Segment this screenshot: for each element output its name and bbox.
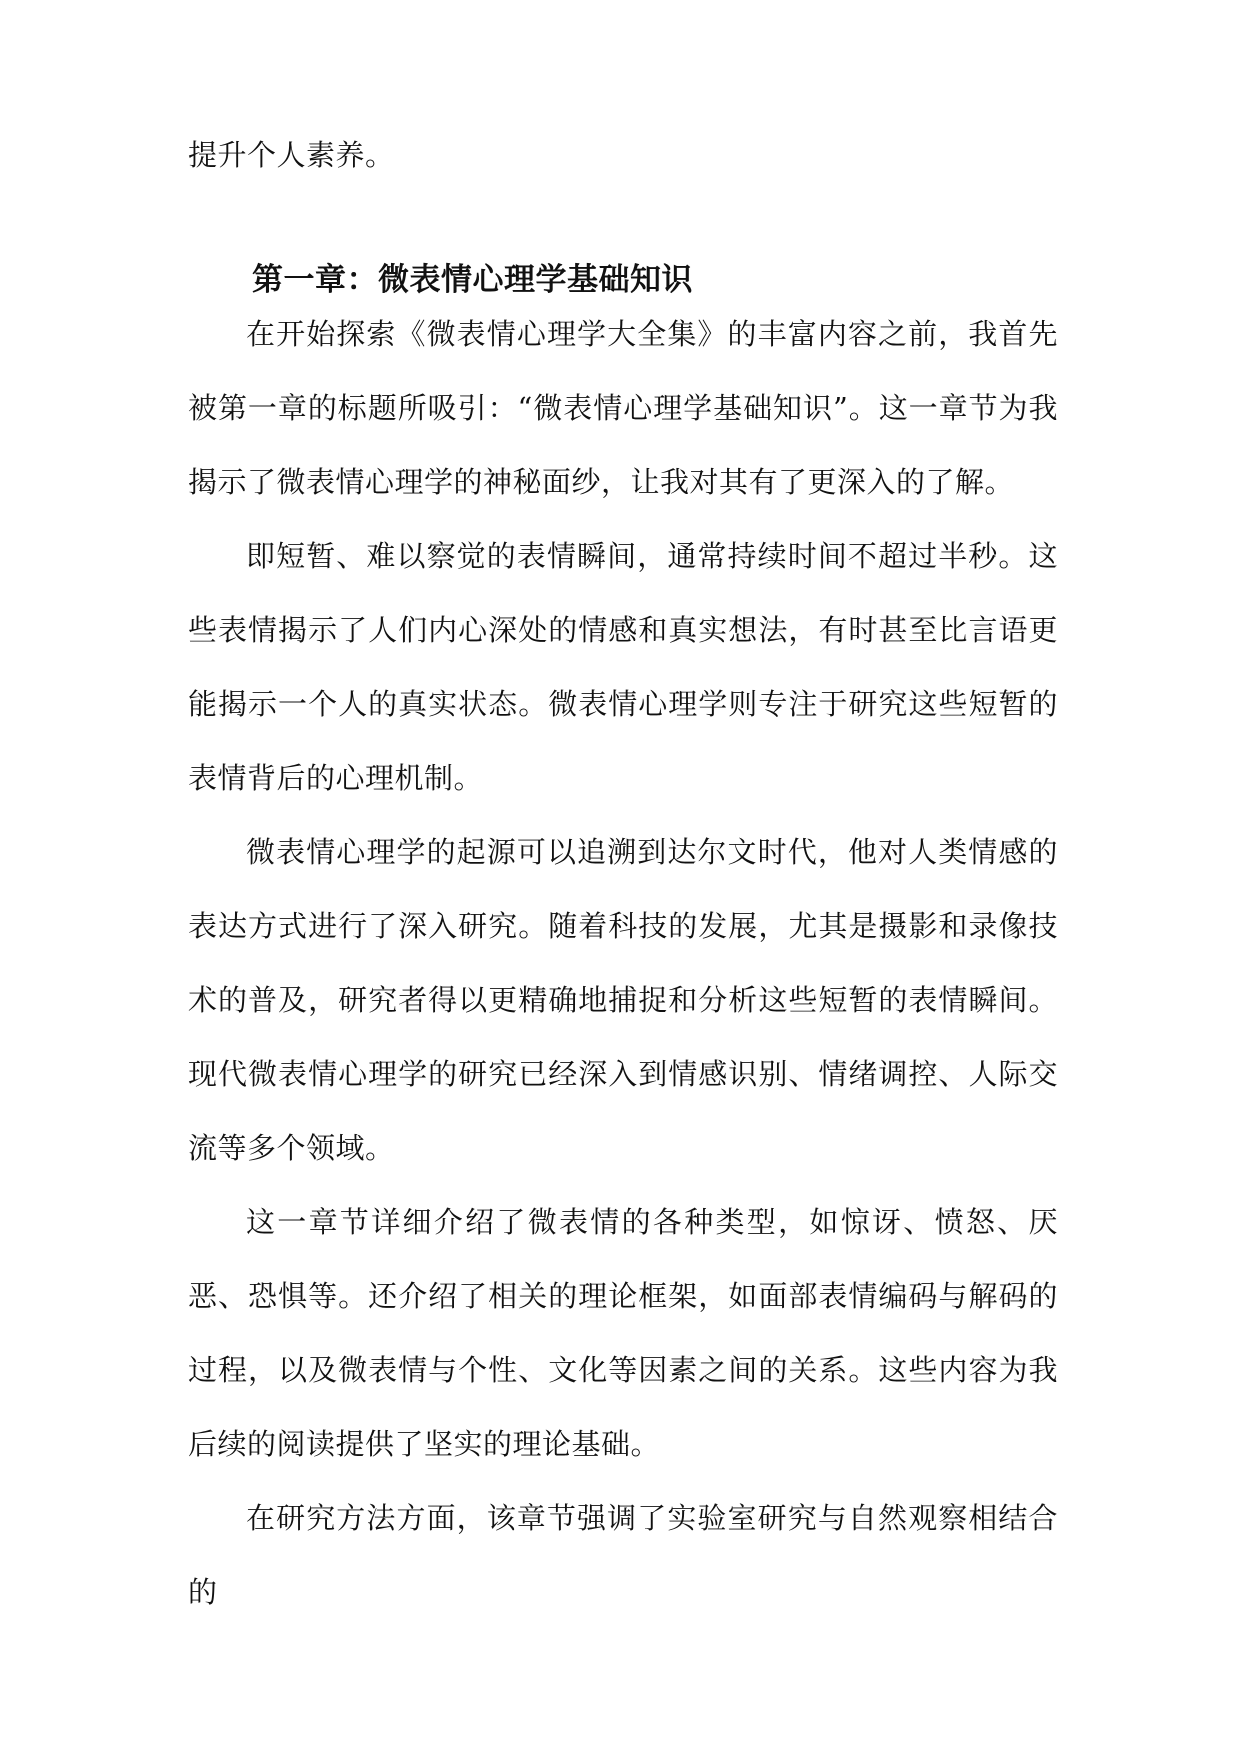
paragraph-origin: 微表情心理学的起源可以追溯到达尔文时代，他对人类情感的表达方式进行了深入研究。随着科技的发展，尤其是摄影和录像技术的普及，研究者得以更精确地捕捉和分析这些短暂的表情瞬间。现代微表情心理学的研究已经深入到情感识别、情绪调控、人际交流等多个领域。: [188, 835, 1058, 1165]
paragraph-methods: 在研究方法方面，该章节强调了实验室研究与自然观察相结合的: [188, 1501, 1058, 1609]
paragraph-types: 这一章节详细介绍了微表情的各种类型，如惊讶、愤怒、厌恶、恐惧等。还介绍了相关的理论框架，如面部表情编码与解码的过程，以及微表情与个性、文化等因素之间的关系。这些内容为我后续的阅读提供了坚实的理论基础。: [188, 1205, 1058, 1461]
paragraph-definition: 即短暂、难以察觉的表情瞬间，通常持续时间不超过半秒。这些表情揭示了人们内心深处的情感和真实想法，有时甚至比言语更能揭示一个人的真实状态。微表情心理学则专注于研究这些短暂的表情背后的心理机制。: [188, 539, 1058, 795]
paragraph-intro: 在开始探索《微表情心理学大全集》的丰富内容之前，我首先被第一章的标题所吸引：“微表情心理学基础知识”。这一章节为我揭示了微表情心理学的神秘面纱，让我对其有了更深入的了解。: [188, 317, 1058, 499]
chapter-heading: 第一章：微表情心理学基础知识: [252, 262, 693, 298]
carryover-text: 提升个人素养。: [188, 138, 395, 172]
